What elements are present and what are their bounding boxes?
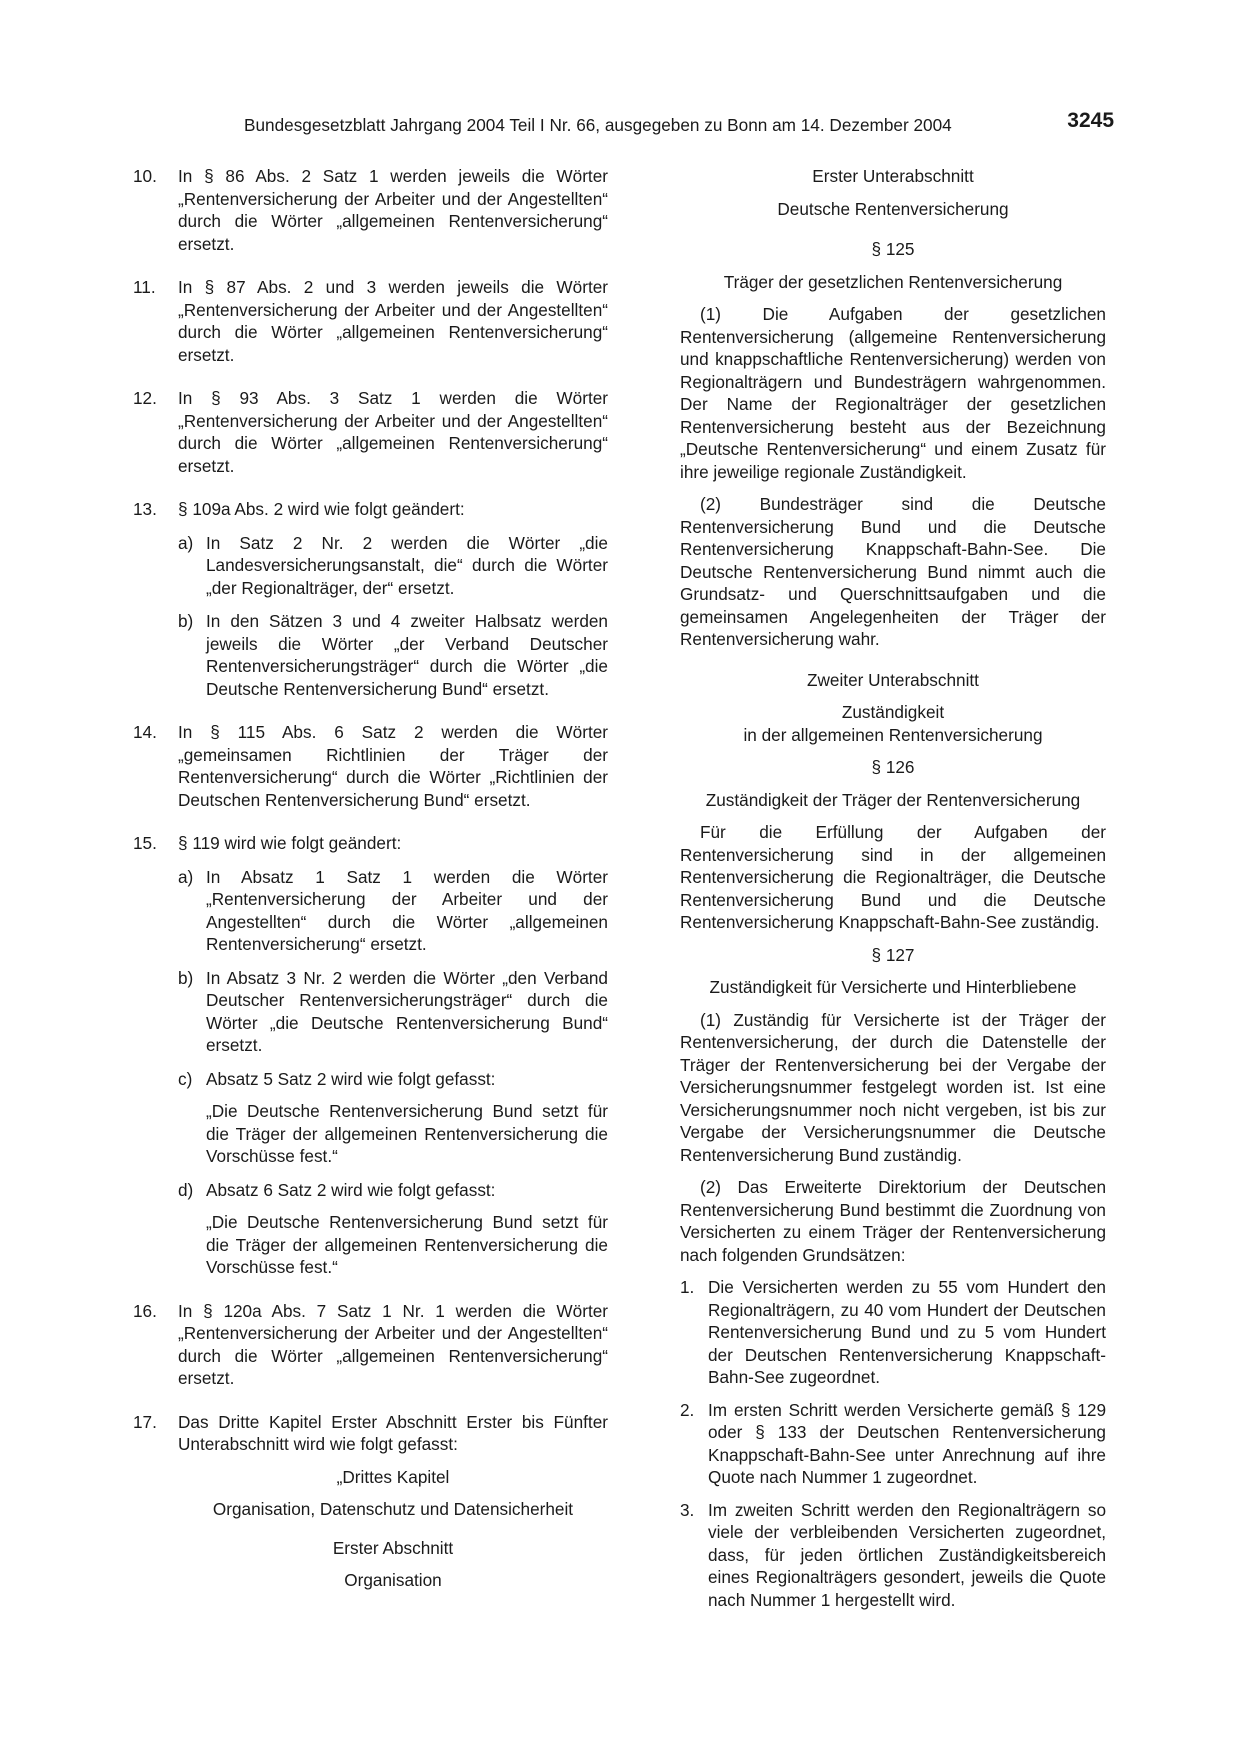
list-item-text: Im ersten Schritt werden Versicherte gemäß § 129 oder § 133 der Deutschen Rentenversicherung Knappschaft-Bahn-See unter Anrechnung auf ihre Quote nach Nummer 1 zugeordnet. — [708, 1399, 1106, 1487]
sub-item-a — [178, 866, 608, 956]
subsection-title: Zuständigkeit — [841, 702, 945, 722]
item-number: 14. — [133, 722, 157, 742]
paragraph-125-2: (2) Bundesträger sind die Deutsche Rentenversicherung Bund und die Deutsche Rentenversicherung Knappschaft-Bahn-See. Die Deutsche Rentenversicherung Bund nimmt auch die Grundsatz- und Querschnittsaufgaben und die gemeinsamen Angelegenheiten der Träger der Rentenversicherung wahr. — [680, 494, 1106, 649]
paragraph-127-1: (1) Zuständig für Versicherte ist der Träger der Rentenversicherung, der durch die Datenstelle der Träger der Rentenversicherung bei der Vergabe der Versicherungsnummer festgelegt worden ist. Ist eine Versicherungsnummer noch nicht vergeben, ist bis zur Vergabe der Versicherungsnummer die Deutsche Rentenversicherung Bund zuständig. — [680, 1009, 1106, 1165]
sub-item-mark: a) — [178, 866, 194, 887]
sub-item-d — [178, 1179, 608, 1279]
sub-item-text: In Absatz 1 Satz 1 werden die Wörter „Rentenversicherung der Arbeiter und der Angestellten“ durch die Wörter „allgemeinen Rentenversicherung“ ersetzt. — [206, 866, 608, 954]
quoted-text: „Die Deutsche Rentenversicherung Bund setzt für die Träger der allgemeinen Rentenversicherung die Vorschüsse fest.“ — [206, 1212, 608, 1277]
paragraph-number-125: § 125 — [871, 239, 915, 259]
section-heading: Erster Abschnitt — [332, 1537, 454, 1558]
item-number: 16. — [133, 1300, 157, 1321]
sub-item-text: Absatz 5 Satz 2 wird wie folgt gefasst: — [206, 1068, 496, 1089]
amendment-item-13 — [133, 498, 608, 700]
sub-item-a — [178, 532, 608, 600]
sub-item-text: In den Sätzen 3 und 4 zweiter Halbsatz werden jeweils die Wörter „der Verband Deutscher Rentenversicherungsträger“ durch die Wörter „die Deutsche Rentenversicherung Bund“ ersetzt. — [206, 611, 608, 699]
paragraph-title-127: Zuständigkeit für Versicherte und Hinterbliebene — [709, 977, 1077, 997]
item-text: In § 87 Abs. 2 und 3 werden jeweils die Wörter „Rentenversicherung der Arbeiter und der Angestellten“ durch die Wörter „allgemeinen Rentenversicherung“ ersetzt. — [178, 277, 608, 365]
item-text: § 109a Abs. 2 wird wie folgt geändert: — [178, 499, 465, 519]
quoted-text: „Die Deutsche Rentenversicherung Bund setzt für die Träger der allgemeinen Rentenversicherung die Vorschüsse fest.“ — [206, 1101, 608, 1166]
paragraph-title-125: Träger der gesetzlichen Rentenversicherung — [723, 271, 1063, 292]
sub-item-mark: d) — [178, 1179, 194, 1200]
item-number: 15. — [133, 833, 157, 853]
paragraph-126-text: Für die Erfüllung der Aufgaben der Rentenversicherung sind in der allgemeinen Rentenversicherung die Regionalträger, die Deutsche Rentenversicherung Bund und die Deutsche Rentenversicherung Knappschaft-Bahn-See zuständig. — [680, 822, 1106, 932]
subsection-title: Deutsche Rentenversicherung — [777, 198, 1009, 219]
amendment-item-17 — [133, 1411, 608, 1592]
item-text: Das Dritte Kapitel Erster Abschnitt Erster bis Fünfter Unterabschnitt wird wie folgt gefasst: — [178, 1411, 608, 1454]
running-header — [244, 110, 1114, 138]
item-number: 12. — [133, 388, 157, 408]
section-title: Organisation — [344, 1570, 442, 1590]
chapter-title: Organisation, Datenschutz und Datensicherheit — [212, 1499, 574, 1519]
item-text: In § 115 Abs. 6 Satz 2 werden die Wörter „gemeinsamen Richtlinien der Träger der Rentenversicherung“ durch die Wörter „Richtlinien der Deutschen Rentenversicherung Bund“ ersetzt. — [178, 722, 608, 810]
sub-item-mark: c) — [178, 1068, 193, 1089]
list-item — [680, 1399, 1106, 1489]
subsection-heading: Zweiter Unterabschnitt — [807, 669, 979, 690]
item-text: In § 86 Abs. 2 Satz 1 werden jeweils die Wörter „Rentenversicherung der Arbeiter und der Angestellten“ durch die Wörter „allgemeinen Rentenversicherung“ ersetzt. — [178, 166, 608, 254]
item-text: In § 120a Abs. 7 Satz 1 Nr. 1 werden die Wörter „Rentenversicherung der Arbeiter und der Angestellten“ durch die Wörter „allgemeinen Rentenversicherung“ ersetzt. — [178, 1300, 608, 1388]
sub-item-text: In Satz 2 Nr. 2 werden die Wörter „die Landesversicherungsanstalt, die“ durch die Wörter „der Regionalträger, der“ ersetzt. — [206, 532, 608, 598]
sub-item-mark: a) — [178, 532, 194, 553]
chapter-heading: „Drittes Kapitel — [336, 1466, 450, 1487]
subsection-title-line-2: in der allgemeinen Rentenversicherung — [743, 724, 1043, 745]
paragraph-number-126: § 126 — [871, 757, 915, 777]
list-item-text: Im zweiten Schritt werden den Regionalträgern so viele der verbleibenden Versicherten zugeordnet, dass, für jeden örtlichen Zuständigkeitsbereich eines Regionalträgers gesondert, jeweils die Quote nach Nummer 1 hergestellt wird. — [708, 1499, 1106, 1610]
item-number: 11. — [133, 277, 156, 297]
amendment-item-14 — [133, 721, 608, 811]
amendment-item-10 — [133, 165, 608, 255]
page-number: 3245 — [1067, 109, 1114, 132]
sub-item-b — [178, 610, 608, 700]
list-item-number: 2. — [680, 1399, 695, 1420]
list-item-number: 1. — [680, 1277, 695, 1297]
item-text: § 119 wird wie folgt geändert: — [178, 833, 402, 853]
sub-item-b — [178, 967, 608, 1057]
item-number: 10. — [133, 166, 157, 186]
amendment-item-16 — [133, 1300, 608, 1390]
sub-item-text: In Absatz 3 Nr. 2 werden die Wörter „den Verband Deutscher Rentenversicherungsträger“ durch die Wörter „die Deutsche Rentenversicherung Bund“ ersetzt. — [206, 967, 608, 1055]
amendment-item-15 — [133, 832, 608, 1279]
item-number: 17. — [133, 1411, 157, 1432]
sub-item-mark: b) — [178, 967, 194, 988]
item-text: In § 93 Abs. 3 Satz 1 werden die Wörter „Rentenversicherung der Arbeiter und der Angestellten“ durch die Wörter „allgemeinen Rentenversicherung“ ersetzt. — [178, 388, 608, 476]
amendment-item-11 — [133, 276, 608, 366]
amendment-item-12 — [133, 387, 608, 477]
left-column — [133, 165, 608, 1613]
paragraph-125-1: (1) Die Aufgaben der gesetzlichen Rentenversicherung (allgemeine Rentenversicherung und knappschaftliche Rentenversicherung) werden von Regionalträgern und Bundesträgern wahrgenommen. Der Name der Regionalträger der gesetzlichen Rentenversicherung besteht aus der Bezeichnung „Deutsche Rentenversicherung“ und einem Zusatz für ihre jeweilige regionale Zuständigkeit. — [680, 304, 1106, 482]
paragraph-title-126: Zuständigkeit der Träger der Rentenversicherung — [705, 789, 1081, 810]
list-item-text: Die Versicherten werden zu 55 vom Hundert den Regionalträgern, zu 40 vom Hundert der Deutschen Rentenversicherung Bund und zu 5 vom Hundert der Deutschen Rentenversicherung Knappschaft-Bahn-See zugeordnet. — [708, 1277, 1106, 1387]
list-item — [680, 1276, 1106, 1389]
paragraph-number-127: § 127 — [871, 944, 915, 965]
list-item-number: 3. — [680, 1499, 695, 1520]
item-number: 13. — [133, 499, 157, 519]
sub-item-mark: b) — [178, 611, 194, 631]
right-column — [680, 165, 1106, 1611]
paragraph-127-2: (2) Das Erweiterte Direktorium der Deutschen Rentenversicherung Bund bestimmt die Zuordnung von Versicherten zu einem Träger der Rentenversicherung nach folgenden Grundsätzen: — [680, 1177, 1106, 1265]
list-item — [680, 1499, 1106, 1612]
subsection-heading: Erster Unterabschnitt — [812, 166, 974, 186]
sub-item-text: Absatz 6 Satz 2 wird wie folgt gefasst: — [206, 1179, 496, 1200]
sub-item-c — [178, 1068, 608, 1168]
running-title: Bundesgesetzblatt Jahrgang 2004 Teil I Nr. 66, ausgegeben zu Bonn am 14. Dezember 2004 — [244, 115, 952, 135]
